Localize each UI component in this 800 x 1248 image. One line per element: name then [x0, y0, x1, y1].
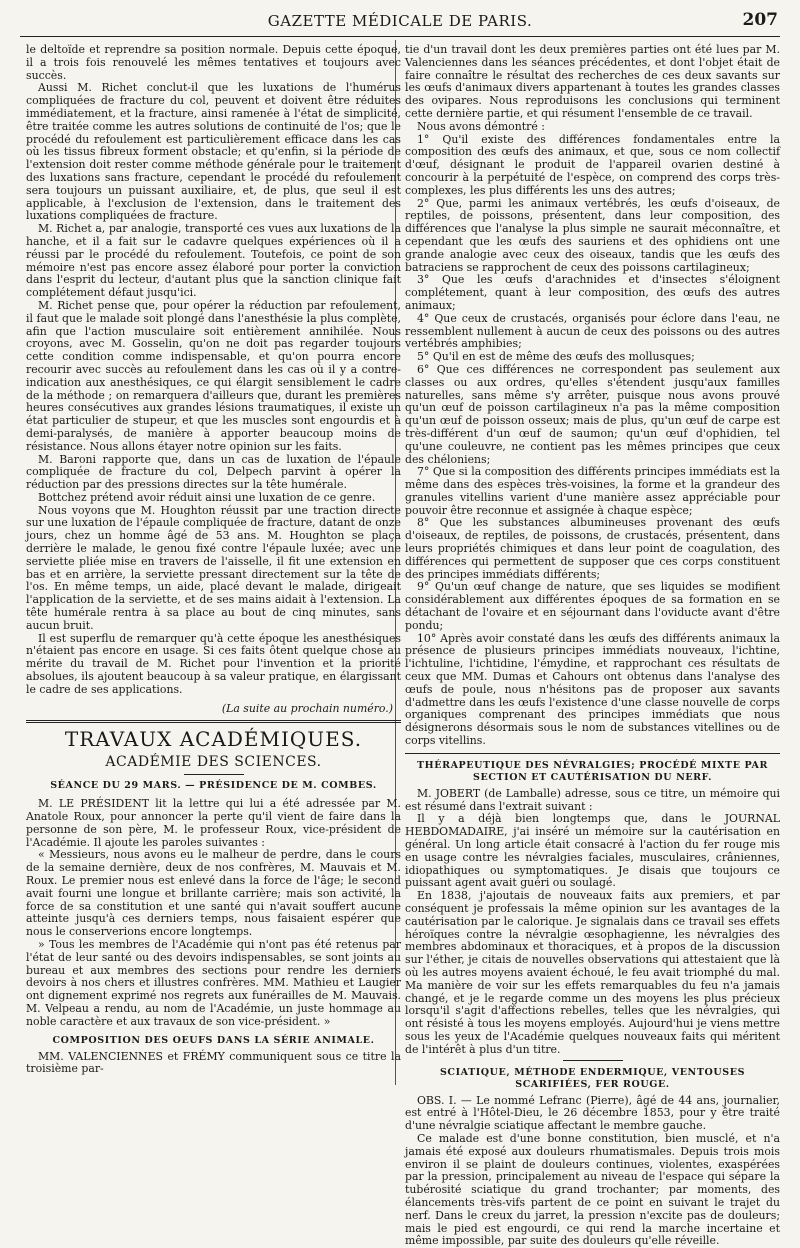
list-item: 5° Qu'il en est de même des œufs des mollusques; — [417, 350, 695, 364]
paragraph: M. JOBERT (de Lamballe) adresse, sous ce titre, un mémoire qui est résumé dans l'extrait suivant : — [405, 786, 780, 813]
article-heading: THÉRAPEUTIQUE DES NÉVRALGIES; PROCÉDÉ MIXTE PAR SECTION ET CAUTÉRISATION DU NERF. — [417, 759, 768, 783]
paragraph: Ce malade est d'une bonne constitution, bien musclé, et n'a jamais été exposé aux douleurs rhumatismales. Depuis trois mois environ il se plaint de douleurs continues, violentes, exaspérées par la pression, principalement au niveau de l'espace qui sépare la tubérosité sciatique du grand trochanter; par moments, des élancements très-vifs partent de ce point en suivant le trajet du nerf. Dans le creux du jarret, la pression n'excite pas de douleurs; mais le pied est engourdi, ce qui rend la marche incertaine et même impossible, par suite des douleurs qu'elle réveille. — [405, 1131, 780, 1248]
list-item: 7° Que si la composition des différents principes immédiats est la même dans des espèces très-voisines, la forme et la grandeur des granules vitellins varient d'une manière assez appréciable pour pouvoir être reconnue et assignée à chaque espèce; — [405, 465, 780, 517]
paragraph: MM. VALENCIENNES et FRÉMY communiquent sous ce titre la troisième par- — [26, 1049, 401, 1076]
paragraph: Nous avons démontré : — [417, 119, 545, 133]
list-item: 6° Que ces différences ne correspondent pas seulement aux classes ou aux ordres, qu'elles s'étendent jusqu'aux familles naturelles, sans même s'y arrêter, puisque nous avons prouvé qu'un œuf de poisson cartilagineux n'a pas la même composition qu'un œuf de poisson osseux; mais de plus, qu'un œuf de carpe est très-différent d'un œuf de saumon; qu'un œuf d'ophidien, tel qu'une couleuvre, ne contient pas les mêmes principes que ceux des chéloniens; — [405, 362, 780, 466]
paragraph: M. Richet pense que, pour opérer la réduction par refoulement, il faut que le malade soit plongé dans l'anesthésie la plus complète, afin que l'action musculaire soit entièrement annihilée. Nous croyons, avec M. Gosselin, qu'on ne doit pas regarder toujours cette condition comme indispensable, et qu'on pourra encore recourir avec succès au refoulement dans les cas où il y a contre-indication aux anesthésiques, ce qui élargit sensiblement le cadre de la méthode ; on remarquera d'ailleurs que, durant les premières heures consécutives aux grandes lésions traumatiques, il existe un état particulier de stupeur, et que les muscles sont engourdis et à demi-paralysés, de manière à apporter beaucoup moins de résistance. Nous allons étayer notre opinion sur les faits. — [26, 298, 401, 453]
paragraph: M. Richet a, par analogie, transporté ces vues aux luxations de la hanche, et il a fait sur le cadavre quelques expériences où il a réussi par le procédé du refoulement. Toutefois, ce point de son mémoire n'est pas encore assez élaboré pour porter la conviction dans l'esprit du lecteur, d'autant plus que la sanction clinique fait complétement défaut jusqu'ici. — [26, 222, 401, 300]
section-rule — [405, 753, 780, 754]
list-item: 3° Que les œufs d'arachnides et d'insectes s'éloignent complétement, quant à leur composition, des œufs des autres animaux; — [405, 273, 780, 312]
paragraph: Il y a déjà bien longtemps que, dans le JOURNAL HEBDOMADAIRE, j'ai inséré un mémoire sur la cautérisation en général. Un long article était consacré à l'action du fer rouge mis en usage contre les névralgies faciales, musculaires, crâniennes, idiopathiques ou symptomatiques. Je disais que toujours ce puissant agent avait guéri ou soulagé. — [405, 812, 780, 890]
short-rule — [184, 774, 244, 775]
paragraph: tie d'un travail dont les deux premières parties ont été lues par M. Valenciennes dans les séances précédentes, et dont l'objet était de faire connaître le résultat des recherches de ces deux savants sur les œufs d'animaux divers appartenant à toutes les grandes classes des ovipares. Nous reproduisons les conclusions qui terminent cette dernière partie, et qui résument l'ensemble de ce travail. — [405, 43, 780, 120]
page-header — [20, 10, 780, 37]
article-heading: SCIATIQUE, MÉTHODE ENDERMIQUE, VENTOUSES SCARIFIÉES, FER ROUGE. — [439, 1066, 746, 1090]
paragraph: En 1838, j'ajoutais de nouveaux faits aux premiers, et par conséquent je professais la même opinion sur les avantages de la cautérisation par le calorique. Je signalais dans ce travail ses effets héroïques contre la névralgie œsophagienne, les névralgies des membres abdominaux et thoraciques, et à propos de la discussion sur l'éther, je citais de nouvelles observations qui attestaient que là où les autres moyens avaient échoué, le feu avait triomphé du mal. Ma manière de voir sur les effets remarquables du feu n'a jamais changé, et je le regarde comme un des moyens les plus précieux lorsqu'il s'agit d'affections rebelles, telles que les névralgies, qui ont résisté à tous les moyens employés. Aujourd'hui je viens mettre sous les yeux de l'Académie quelques nouveaux faits qui méritent de l'intérêt à plus d'un titre. — [405, 889, 780, 1056]
short-rule — [563, 1060, 623, 1061]
list-item: 2° Que, parmi les animaux vertébrés, les œufs d'oiseaux, de reptiles, de poissons, présentent, dans leur composition, des différences que l'analyse la plus simple ne saurait méconnaître, et cependant que les œufs des sauriens et des ophidiens ont une grande analogie avec ceux des oiseaux, tandis que les œufs des batraciens se rapprochent de ceux des poissons cartilagineux; — [405, 196, 780, 274]
article-heading: COMPOSITION DES OEUFS DANS LA SÉRIE ANIMALE. — [52, 1034, 375, 1046]
section-title: TRAVAUX ACADÉMIQUES. — [64, 727, 363, 752]
continuation-note: (La suite au prochain numéro.) — [221, 701, 393, 715]
quoted-paragraph: « Messieurs, nous avons eu le malheur de perdre, dans le cours de la semaine dernière, deux de nos confrères, M. Mauvais et M. Roux. Le premier nous est enlevé dans la force de l'âge; le second avait fourni une longue et brillante carrière; mais son activité, la force de sa constitution et une santé qui n'avait souffert aucune atteinte jusqu'à ces derniers temps, nous faisaient espérer que nous le conserverions encore longtemps. — [26, 848, 401, 939]
paragraph: OBS. I. — Le nommé Lefranc (Pierre), âgé de 44 ans, journalier, est entré à l'Hôtel-Dieu, le 26 décembre 1853, pour y être traité d'une névralgie sciatique affectant le membre gauche. — [405, 1093, 780, 1133]
paragraph: M. Baroni rapporte que, dans un cas de luxation de l'épaule compliquée de fracture du col, Delpech parvint à opérer la réduction par des pressions directes sur la tête humérale. — [26, 452, 401, 492]
paragraph: Bottchez prétend avoir réduit ainsi une luxation de ce genre. — [38, 490, 376, 504]
right-column — [405, 43, 780, 1248]
paragraph: Il est superflu de remarquer qu'à cette époque les anesthésiques n'étaient pas encore en usage. Si ces faits ôtent quelque chose au mérite du travail de M. Richet pour l'invention et la priorité absolues, ils ajoutent beaucoup à sa valeur pratique, en élargissant le cadre de ses applications. — [26, 631, 401, 696]
paragraph: le deltoïde et reprendre sa position normale. Depuis cette époque, il a trois fois renouvelé les mêmes tentatives et toujours avec succès. — [26, 43, 401, 82]
journal-title: GAZETTE MÉDICALE DE PARIS. — [267, 12, 533, 30]
list-item: 4° Que ceux de crustacés, organisés pour éclore dans l'eau, ne ressemblent nullement à aucun de ceux des poissons ou des autres vertébrés amphibies; — [405, 311, 780, 351]
list-item: 10° Après avoir constaté dans les œufs des différents animaux la présence de plusieurs principes immédiats nouveaux, l'ichtine, l'ichtuline, l'ichtidine, l'émydine, et rapprochant ces résultats de ceux que MM. Dumas et Cahours ont obtenus dans l'analyse des œufs de poule, nous n'hésitons pas de proposer aux savants d'admettre dans les œufs l'existence d'une classe nouvelle de corps organiques comprenant des principes immédiats que nous désignerons désormais sous le nom de substances vitellines ou de corps vitellins. — [405, 631, 780, 748]
paragraph: Aussi M. Richet conclut-il que les luxations de l'humérus compliquées de fracture du col, peuvent et doivent être réduites immédiatement, et la fracture, ainsi ramenée à l'état de simplicité, être traitée comme les autres solutions de continuité de l'os; que le procédé du refoulement est particulièrement efficace dans les cas où les tissus fibreux forment obstacle; et qu'enfin, si la période de l'extension doit rester comme méthode générale pour le traitement des luxations sans fracture, cependant le procédé du refoulement sera toujours un puissant auxiliaire, et, de plus, que seul il est applicable, à l'exclusion de l'extension, dans le traitement des luxations compliquées de fracture. — [26, 81, 401, 223]
left-column — [26, 44, 401, 1084]
list-item: 9° Qu'un œuf change de nature, que ses liquides se modifient considérablement aux différentes époques de sa formation en se détachant de l'ovaire et en séjournant dans l'oviducte avant d'être pondu; — [405, 580, 780, 632]
subsection-title: ACADÉMIE DES SCIENCES. — [105, 754, 322, 771]
page-number: 207 — [742, 10, 778, 30]
paragraph: M. LE PRÉSIDENT lit la lettre qui lui a été adressée par M. Anatole Roux, pour annoncer la perte qu'il vient de faire dans la personne de son père, M. le professeur Roux, vice-président de l'Académie. Il ajoute les paroles suivantes : — [26, 797, 401, 849]
quoted-paragraph: » Tous les membres de l'Académie qui n'ont pas été retenus par l'état de leur santé ou des devoirs indispensables, se sont joints au bureau et aux membres des sections pour rendre les derniers devoirs à nos chers et illustres confrères. MM. Mathieu et Laugier ont dignement exprimé nos regrets aux funérailles de M. Mauvais. M. Velpeau a rendu, au nom de l'Académie, un juste hommage au noble caractère et aux travaux de son vice-président. » — [26, 938, 401, 1028]
paragraph: Nous voyons que M. Houghton réussit par une traction directe sur une luxation de l'épaule compliquée de fracture, datant de onze jours, chez un homme âgé de 53 ans. M. Houghton se plaça derrière le malade, le genou fixé contre l'épaule luxée; avec une serviette pliée mise en travers de l'aisselle, il fit une extension en bas et en arrière, la serviette pressant directement sur la tête de l'os. En même temps, un aide, placé devant le malade, dirigeait l'application de la serviette, et de ses mains aidait à l'extension. La tête humérale rentra à sa place au bout de cinq minutes, sans aucun bruit. — [26, 503, 401, 632]
list-item: 1° Qu'il existe des différences fondamentales entre la composition des œufs des animaux, et que, sous ce nom collectif d'œuf, désignant le produit de l'appareil ovarien destiné à concourir à la perpétuité de l'espèce, on comprend des corps très-complexes, les plus différents les uns des autres; — [405, 132, 780, 197]
list-item: 8° Que les substances albumineuses provenant des œufs d'oiseaux, de reptiles, de poissons, de crustacés, présentent, dans leurs propriétés chimiques et dans leur point de coagulation, des différences qui permettent de supposer que ces corps constituent des principes immédiats différents; — [405, 516, 780, 581]
section-rule — [26, 720, 401, 723]
seance-heading: SÉANCE DU 29 MARS. — PRÉSIDENCE DE M. COMBES. — [50, 780, 377, 792]
